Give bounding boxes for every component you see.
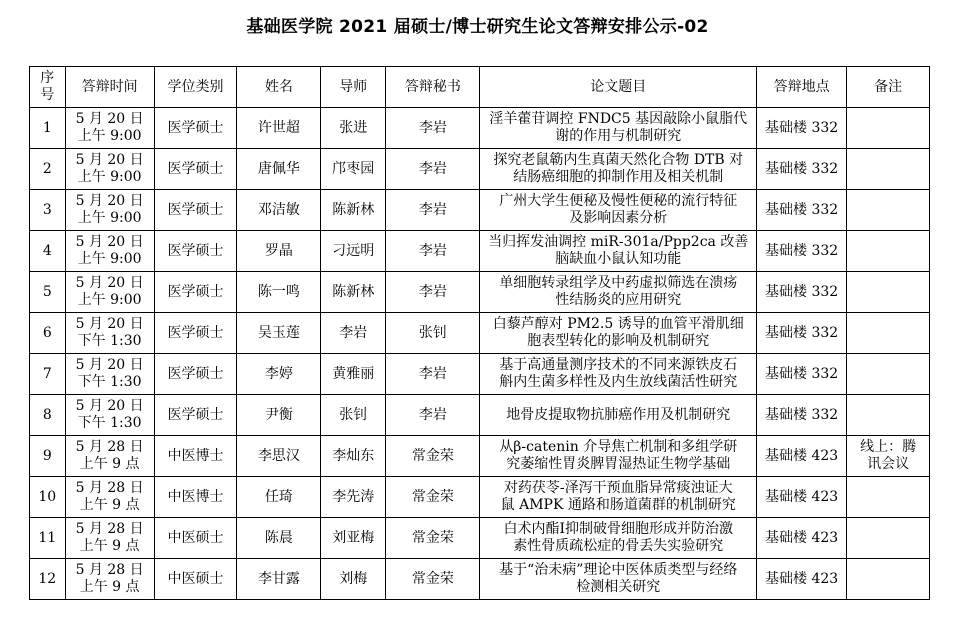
cell-time: 5 月 20 日 下午 1:30 xyxy=(65,313,154,354)
header-name: 姓名 xyxy=(237,67,321,108)
cell-seq: 6 xyxy=(30,313,66,354)
cell-degree: 中医博士 xyxy=(154,477,237,518)
cell-name: 邓洁敏 xyxy=(237,190,321,231)
cell-note xyxy=(847,559,930,600)
cell-advisor: 李岩 xyxy=(321,313,386,354)
header-degree: 学位类别 xyxy=(154,67,237,108)
cell-note xyxy=(847,395,930,436)
table-row xyxy=(30,354,930,395)
cell-topic: 对药茯苓-泽泻干预血脂异常痰浊证大 鼠 AMPK 通路和肠道菌群的机制研究 xyxy=(480,477,757,518)
cell-secretary: 常金荣 xyxy=(386,477,480,518)
cell-secretary: 李岩 xyxy=(386,108,480,149)
defense-schedule-table xyxy=(29,66,930,600)
header-note: 备注 xyxy=(847,67,930,108)
cell-name: 陈一鸣 xyxy=(237,272,321,313)
cell-time: 5 月 28 日 上午 9 点 xyxy=(65,436,154,477)
cell-secretary: 李岩 xyxy=(386,231,480,272)
cell-seq: 12 xyxy=(30,559,66,600)
cell-place: 基础楼 332 xyxy=(757,149,847,190)
table-header-row xyxy=(30,67,930,108)
cell-topic: 白术内酯Ⅰ抑制破骨细胞形成并防治激 素性骨质疏松症的骨丢失实验研究 xyxy=(480,518,757,559)
cell-degree: 中医博士 xyxy=(154,436,237,477)
header-secretary: 答辩秘书 xyxy=(386,67,480,108)
cell-secretary: 李岩 xyxy=(386,190,480,231)
cell-degree: 医学硕士 xyxy=(154,190,237,231)
cell-degree: 医学硕士 xyxy=(154,149,237,190)
cell-secretary: 常金荣 xyxy=(386,559,480,600)
cell-advisor: 邝枣园 xyxy=(321,149,386,190)
cell-name: 唐佩华 xyxy=(237,149,321,190)
header-time: 答辩时间 xyxy=(65,67,154,108)
cell-name: 罗晶 xyxy=(237,231,321,272)
table-row xyxy=(30,395,930,436)
table-row xyxy=(30,436,930,477)
cell-degree: 医学硕士 xyxy=(154,231,237,272)
cell-place: 基础楼 423 xyxy=(757,477,847,518)
cell-secretary: 常金荣 xyxy=(386,436,480,477)
header-advisor: 导师 xyxy=(321,67,386,108)
cell-seq: 1 xyxy=(30,108,66,149)
cell-name: 尹衡 xyxy=(237,395,321,436)
cell-topic: 当归挥发油调控 miR-301a/Ppp2ca 改善 脑缺血小鼠认知功能 xyxy=(480,231,757,272)
cell-topic: 广州大学生便秘及慢性便秘的流行特征 及影响因素分析 xyxy=(480,190,757,231)
cell-advisor: 张钊 xyxy=(321,395,386,436)
table-row xyxy=(30,559,930,600)
cell-topic: 淫羊藿苷调控 FNDC5 基因敲除小鼠脂代 谢的作用与机制研究 xyxy=(480,108,757,149)
cell-time: 5 月 20 日 上午 9:00 xyxy=(65,231,154,272)
cell-advisor: 陈新林 xyxy=(321,272,386,313)
cell-topic: 地骨皮提取物抗肺癌作用及机制研究 xyxy=(480,395,757,436)
cell-seq: 2 xyxy=(30,149,66,190)
table-row xyxy=(30,149,930,190)
cell-name: 陈晨 xyxy=(237,518,321,559)
cell-advisor: 陈新林 xyxy=(321,190,386,231)
cell-note xyxy=(847,108,930,149)
cell-degree: 医学硕士 xyxy=(154,313,237,354)
cell-topic: 探究老鼠簕内生真菌天然化合物 DTB 对 结肠癌细胞的抑制作用及相关机制 xyxy=(480,149,757,190)
cell-time: 5 月 28 日 上午 9 点 xyxy=(65,518,154,559)
cell-advisor: 刘梅 xyxy=(321,559,386,600)
cell-note xyxy=(847,518,930,559)
cell-place: 基础楼 332 xyxy=(757,354,847,395)
cell-seq: 7 xyxy=(30,354,66,395)
cell-degree: 中医硕士 xyxy=(154,518,237,559)
cell-degree: 医学硕士 xyxy=(154,354,237,395)
cell-time: 5 月 20 日 下午 1:30 xyxy=(65,395,154,436)
cell-place: 基础楼 332 xyxy=(757,395,847,436)
cell-place: 基础楼 332 xyxy=(757,272,847,313)
cell-secretary: 李岩 xyxy=(386,149,480,190)
cell-note xyxy=(847,231,930,272)
table-row xyxy=(30,477,930,518)
cell-name: 许世超 xyxy=(237,108,321,149)
cell-advisor: 李灿东 xyxy=(321,436,386,477)
cell-note xyxy=(847,354,930,395)
cell-note xyxy=(847,477,930,518)
cell-place: 基础楼 332 xyxy=(757,313,847,354)
cell-seq: 11 xyxy=(30,518,66,559)
cell-advisor: 黄雅丽 xyxy=(321,354,386,395)
cell-note xyxy=(847,190,930,231)
cell-degree: 中医硕士 xyxy=(154,559,237,600)
cell-seq: 5 xyxy=(30,272,66,313)
cell-topic: 基于高通量测序技术的不同来源铁皮石 斛内生菌多样性及内生放线菌活性研究 xyxy=(480,354,757,395)
cell-degree: 医学硕士 xyxy=(154,395,237,436)
cell-topic: 从β-catenin 介导焦亡机制和多组学研 究萎缩性胃炎脾胃湿热证生物学基础 xyxy=(480,436,757,477)
cell-note xyxy=(847,272,930,313)
cell-name: 吴玉莲 xyxy=(237,313,321,354)
cell-advisor: 刘亚梅 xyxy=(321,518,386,559)
cell-time: 5 月 20 日 上午 9:00 xyxy=(65,190,154,231)
cell-name: 李甘露 xyxy=(237,559,321,600)
cell-time: 5 月 28 日 上午 9 点 xyxy=(65,559,154,600)
cell-place: 基础楼 332 xyxy=(757,108,847,149)
page-title: 基础医学院 2021 届硕士/博士研究生论文答辩安排公示-02 xyxy=(246,17,709,37)
header-topic: 论文题目 xyxy=(480,67,757,108)
cell-degree: 医学硕士 xyxy=(154,272,237,313)
cell-advisor: 张进 xyxy=(321,108,386,149)
cell-time: 5 月 28 日 上午 9 点 xyxy=(65,477,154,518)
cell-topic: 基于“治未病”理论中医体质类型与经络 检测相关研究 xyxy=(480,559,757,600)
cell-advisor: 李先涛 xyxy=(321,477,386,518)
header-seq: 序 号 xyxy=(30,67,66,108)
cell-name: 李思汉 xyxy=(237,436,321,477)
header-place: 答辩地点 xyxy=(757,67,847,108)
cell-name: 李婷 xyxy=(237,354,321,395)
cell-seq: 9 xyxy=(30,436,66,477)
cell-degree: 医学硕士 xyxy=(154,108,237,149)
cell-note xyxy=(847,313,930,354)
cell-secretary: 常金荣 xyxy=(386,518,480,559)
cell-advisor: 刁远明 xyxy=(321,231,386,272)
table-row xyxy=(30,108,930,149)
cell-secretary: 李岩 xyxy=(386,354,480,395)
cell-seq: 4 xyxy=(30,231,66,272)
cell-place: 基础楼 423 xyxy=(757,559,847,600)
cell-time: 5 月 20 日 下午 1:30 xyxy=(65,354,154,395)
cell-note: 线上：腾 讯会议 xyxy=(847,436,930,477)
cell-seq: 3 xyxy=(30,190,66,231)
cell-name: 任琦 xyxy=(237,477,321,518)
cell-topic: 单细胞转录组学及中药虚拟筛选在溃疡 性结肠炎的应用研究 xyxy=(480,272,757,313)
cell-topic: 白藜芦醇对 PM2.5 诱导的血管平滑肌细 胞表型转化的影响及机制研究 xyxy=(480,313,757,354)
cell-secretary: 李岩 xyxy=(386,272,480,313)
cell-seq: 8 xyxy=(30,395,66,436)
cell-place: 基础楼 332 xyxy=(757,231,847,272)
cell-place: 基础楼 423 xyxy=(757,436,847,477)
cell-time: 5 月 20 日 上午 9:00 xyxy=(65,149,154,190)
cell-secretary: 李岩 xyxy=(386,395,480,436)
table-row xyxy=(30,313,930,354)
cell-time: 5 月 20 日 上午 9:00 xyxy=(65,108,154,149)
cell-note xyxy=(847,149,930,190)
cell-seq: 10 xyxy=(30,477,66,518)
cell-time: 5 月 20 日 上午 9:00 xyxy=(65,272,154,313)
table-row xyxy=(30,190,930,231)
cell-place: 基础楼 332 xyxy=(757,190,847,231)
table-row xyxy=(30,272,930,313)
table-row xyxy=(30,231,930,272)
cell-place: 基础楼 423 xyxy=(757,518,847,559)
table-row xyxy=(30,518,930,559)
cell-secretary: 张钊 xyxy=(386,313,480,354)
